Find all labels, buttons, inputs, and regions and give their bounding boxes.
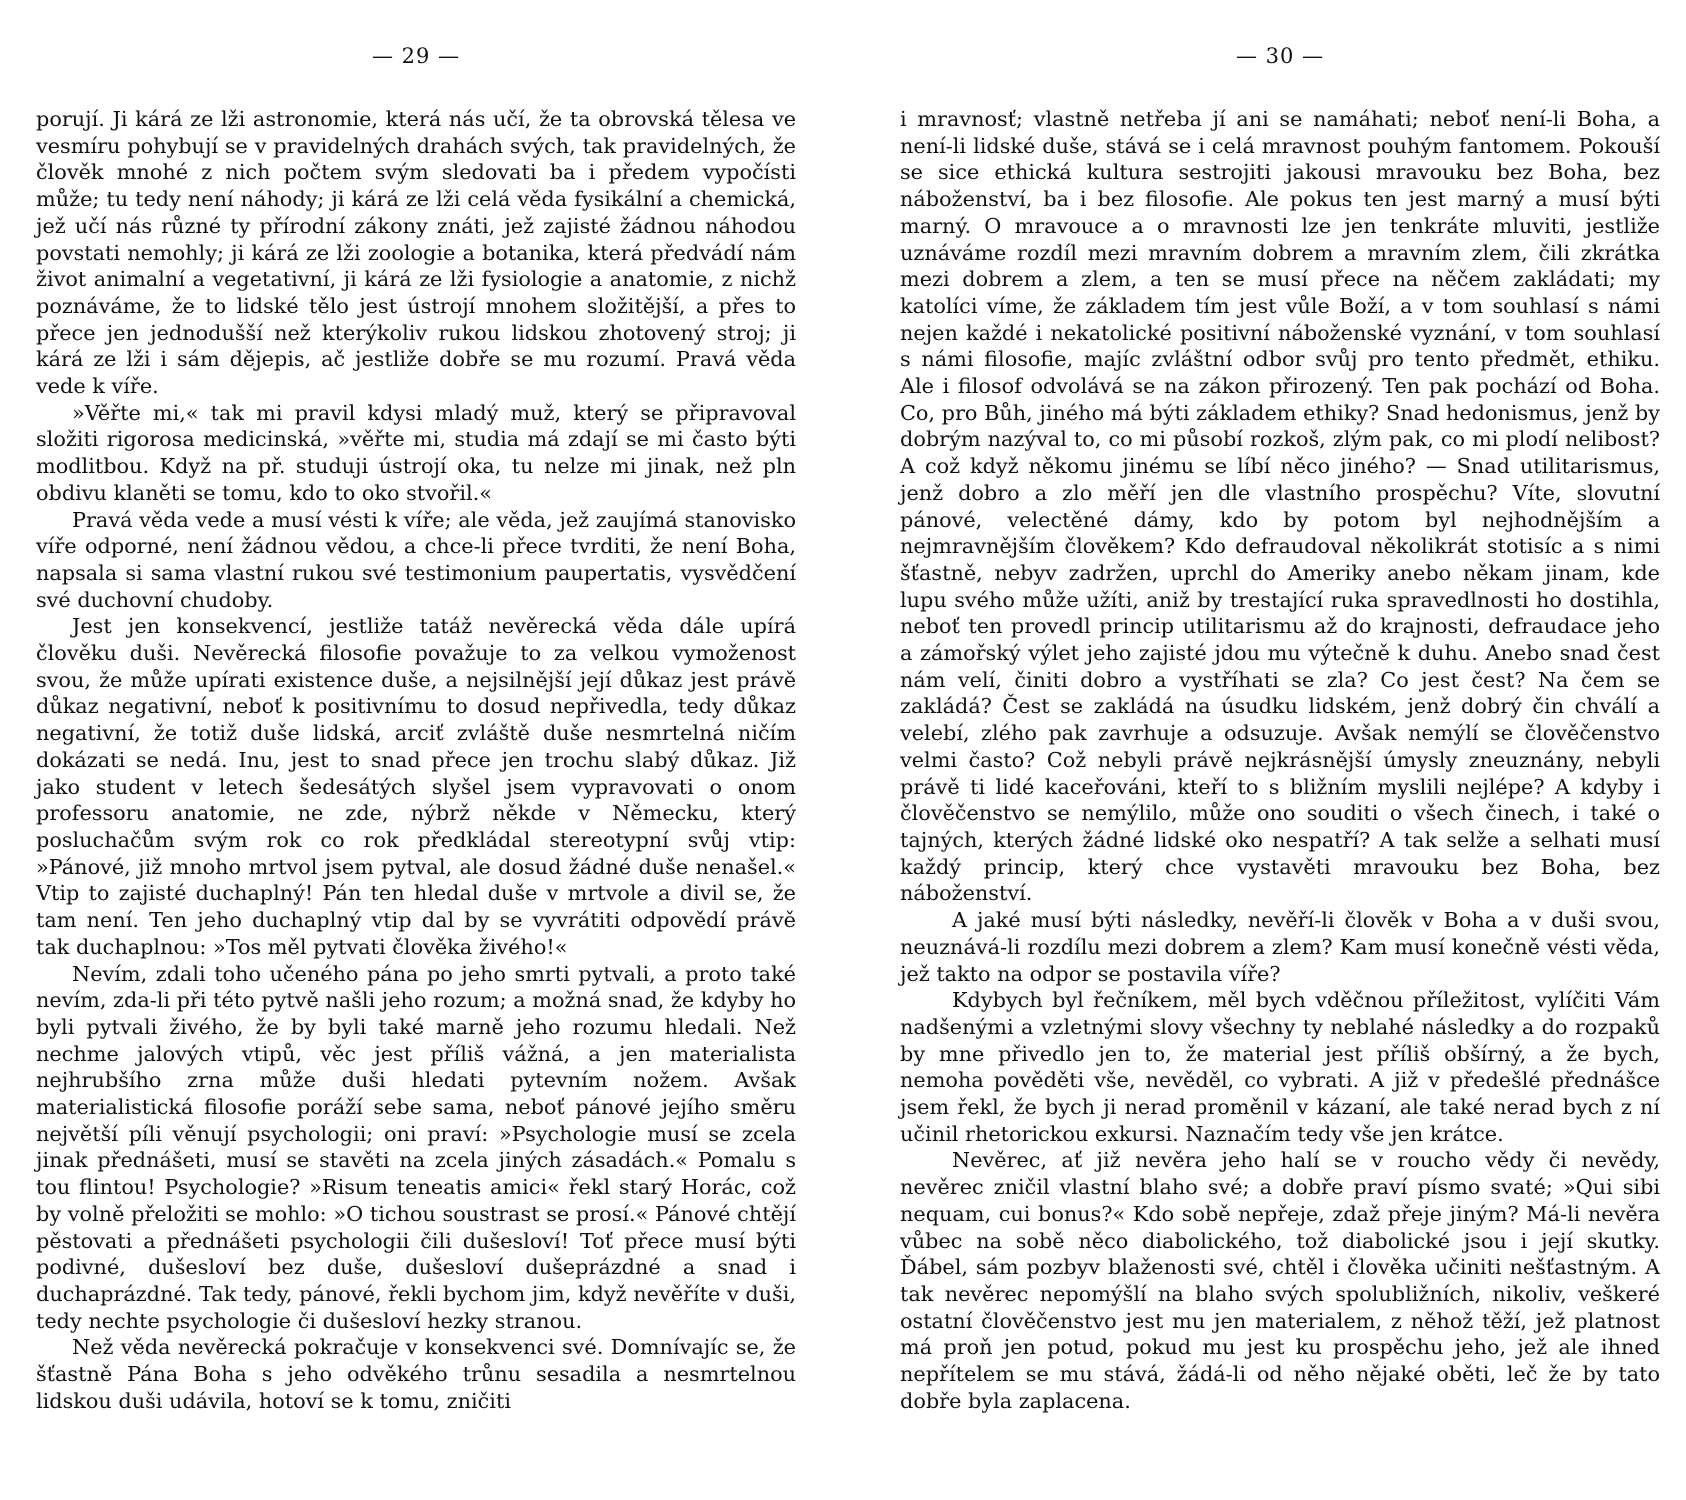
paragraph: A jaké musí býti následky, nevěří-li člověk v Boha a v duši svou, neuznává-li rozdílu mezi dobrem a zlem? Kam musí konečně vésti věda, jež takto na odpor se postavila víře?	[900, 908, 1660, 986]
page-number: — 30 —	[1235, 44, 1325, 68]
left-page	[36, 0, 796, 1500]
page-body	[900, 106, 1660, 1414]
paragraph: Pravá věda vede a musí vésti k víře; ale věda, jež zaujímá stanovisko víře odporné, není žádnou vědou, a chce-li přece tvrditi, že není Boha, napsala si sama vlastní rukou své testimonium paupertatis, vysvědčení své duchovní chudoby.	[36, 507, 796, 612]
paragraph: Jest jen konsekvencí, jestliže tatáž nevěrecká věda dále upírá člověku duši. Nevěrecká filosofie považuje to za velkou vymoženost svou, že může upírati existence duše, a nejsilnější její důkaz jest právě důkaz negativní, neboť k positivnímu to dosud nepřivedla, tedy důkaz negativní, že totiž duše lidská, arciť zvláště duše nesmrtelná ničím dokázati se nedá. Inu, jest to snad přece jen trochu slabý důkaz. Již jako student v letech šedesátých slyšel jsem vypravovati o onom professoru anatomie, ne zde, nýbrž někde v Německu, který posluchačům svým rok co rok předkládal stereotypní svůj vtip: »Pánové, již mnoho mrtvol jsem pytval, ale dosud žádné duše nenašel.« Vtip to zajisté duchaplný! Pán ten hledal duše v mrtvole a divil se, že tam není. Ten jeho duchaplný vtip dal by se vyvrátiti odpovědí právě tak duchaplnou: »Tos měl pytvati člověka živého!«	[36, 614, 796, 959]
right-page	[900, 0, 1660, 1500]
paragraph: Nevěrec, ať již nevěra jeho halí se v roucho vědy či nevědy, nevěrec zničil vlastní blaho své; a dobře praví písmo svaté; »Qui sibi nequam, cui bonus?« Kdo sobě nepřeje, zdaž přeje jiným? Má-li nevěra vůbec na sobě něco diabolického, tož diabolické jsou i její skutky. Ďábel, sám pozbyv blaženosti své, chtěl i člověka učiniti nešťastným. A tak nevěrec nepomýšlí na blaho svých spolubližních, nikoliv, veškeré ostatní člověčenstvo jest mu jen materialem, z něhož těží, jež platnost má proň jen potud, pokud mu jest ku prospěchu jeho, jež ale ihned nepřítelem se mu stává, žádá-li od něho nějaké oběti, leč že by tato dobře byla zaplacena.	[900, 1148, 1660, 1413]
paragraph: Kdybych byl řečníkem, měl bych vděčnou příležitost, vylíčiti Vám nadšenými a vzletnými slovy všechny ty neblahé následky a do rozpaků by mne přivedlo jen to, že material jest příliš obšírný, a že bych, nemoha pověděti vše, nevěděl, co vybrati. A již v předešlé přednášce jsem řekl, že bych ji nerad proměnil v kázaní, ale také nerad bych z ní učinil rhetorickou exkursi. Naznačím tedy vše jen krátce.	[900, 988, 1660, 1146]
paragraph: Nevím, zdali toho učeného pána po jeho smrti pytvali, a proto také nevím, zda-li při této pytvě našli jeho rozum; a možná snad, že kdyby ho byli pytvali živého, že by byli také marně jeho rozumu hledali. Než nechme jalových vtipů, věc jest příliš vážná, a jen materialista nejhrubšího zrna může duši hledati pytevním nožem. Avšak materialistická filosofie poráží sebe sama, neboť pánové jejího směru největší píli věnují psychologii; oni praví: »Psychologie musí se zcela jinak přednášeti, musí se stavěti na zcela jiných zásadách.« Pomalu s tou flintou! Psychologie? »Risum teneatis amici« řekl starý Horác, což by volně přeložiti se mohlo: »O tichou soustrast se prosí.« Pánové chtějí pěstovati a přednášeti psychologii čili dušesloví! Toť přece musí býti podivné, dušesloví bez duše, dušesloví dušeprázdné a snad i duchaprázdné. Tak tedy, pánové, řekli bychom jim, když nevěříte v duši, tedy nechte psychologie či dušesloví hezky stranou.	[36, 961, 796, 1333]
paragraph: Než věda nevěrecká pokračuje v konsekvenci své. Domnívajíc se, že šťastně Pána Boha s jeho odvěkého trůnu sesadila a nesmrtelnou lidskou duši udávila, hotoví se k tomu, zničiti	[36, 1335, 796, 1413]
paragraph: »Věřte mi,« tak mi pravil kdysi mladý muž, který se připravoval složiti rigorosa medicinská, »věřte mi, studia má zdají se mi často býti modlitbou. Když na př. studuji ústrojí oka, tu nelze mi jinak, než pln obdivu klaněti se tomu, kdo to oko stvořil.«	[36, 400, 796, 505]
paragraph: porují. Ji kárá ze lži astronomie, která nás učí, že ta obrovská tělesa ve vesmíru pohybují se v pravidelných drahách svých, tak pravidelných, že člověk mnohé z nich počtem svým sledovati ba i předem vypočísti může; tu tedy není náhody; ji kárá ze lži celá věda fysikální a chemická, jež učí nás různé ty přírodní zákony znáti, jež zajisté žádnou náhodou povstati nemohly; ji kárá ze lži zoologie a botanika, která předvádí nám život animalní a vegetativní, ji kárá ze lži fysiologie a anatomie, z nichž poznáváme, že to lidské tělo jest ústrojí mnohem složitější, a přes to přece jen jednodušší než kterýkoliv rukou lidskou zhotovený stroj; ji kárá ze lži i sám dějepis, ač jestliže dobře se mu rozumí. Pravá věda vede k víře.	[36, 107, 796, 399]
page-number: — 29 —	[371, 44, 461, 68]
page-body	[36, 106, 796, 1414]
paragraph: i mravnosť; vlastně netřeba jí ani se namáhati; neboť není-li Boha, a není-li lidské duše, stává se i celá mravnost pouhým fantomem. Pokouší se sice ethická kultura sestrojiti jakousi mravouku bez Boha, bez náboženství, ba i bez filosofie. Ale pokus ten jest marný a musí býti marný. O mravouce a o mravnosti lze jen tenkráte mluviti, jestliže uznáváme rozdíl mezi mravním dobrem a mravním zlem, čili zkrátka mezi dobrem a zlem, a ten se musí přece na něčem zakládati; my katolíci víme, že základem tím jest vůle Boží, a v tom souhlasí s námi nejen každé i nekatolické positivní náboženské vyznání, v tom souhlasí s námi filosofie, majíc zvláštní odbor svůj pro tento předmět, ethiku. Ale i filosof odvolává se na zákon přirozený. Ten pak pochází od Boha. Co, pro Bůh, jiného má býti základem ethiky? Snad hedonismus, jenž by dobrým nazýval to, co mi působí rozkoš, zlým pak, co mi plodí nelibost? A což když někomu jinému se líbí něco jiného? — Snad utilitarismus, jenž dobro a zlo měří jen dle vlastního prospěchu? Víte, slovutní pánové, velectěné dámy, kdo by potom byl nejhodnějším a nejmravnějším člověkem? Kdo defraudoval několikrát stotisíc a s nimi šťastně, nebyv zadržen, uprchl do Ameriky anebo někam jinam, kde lupu svého může užíti, aniž by trestající ruka spravedlnosti ho dostihla, neboť ten provedl princip utilitarismu až do krajnosti, defraudace jeho a zámořský výlet jeho zajisté jdou mu výtečně k duhu. Anebo snad čest nám velí, činiti dobro a vystříhati se zla? Co jest čest? Na čem se zakládá? Čest se zakládá na úsudku lidském, jenž dobrý čin chválí a velebí, zlého pak zavrhuje a odsuzuje. Avšak nemýlí se člověčenstvo velmi často? Což nebyli právě nejkrásnější úmysly zneuznány, nebyli právě ti lidé kaceřováni, kteří to s bližním myslili nejlépe? A kdyby i člověčenstvo se nemýlilo, může ono souditi o všech činech, i také o tajných, kterých žádné lidské oko nespatří? A tak selže a selhati musí každý princip, který chce vystavěti mravouku bez Boha, bez náboženství.	[900, 107, 1660, 906]
